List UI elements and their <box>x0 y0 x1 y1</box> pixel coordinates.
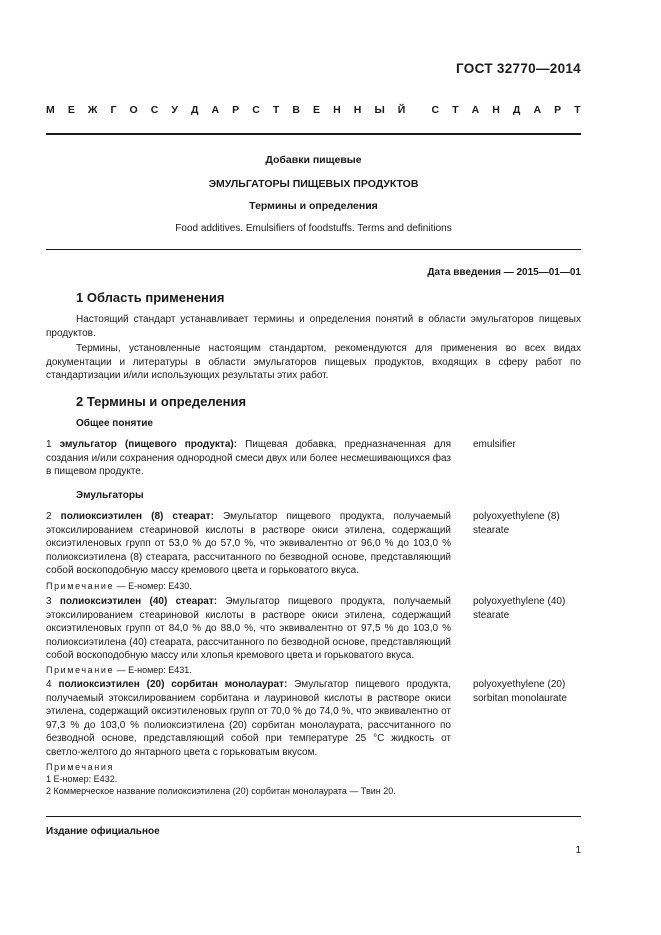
note-text: — Е-номер: Е430. <box>114 581 192 591</box>
term-number: 3 <box>46 596 52 607</box>
banner-letter: А <box>533 104 542 116</box>
term-definition: Эмульгатор пищевого продукта, получаемый этоксилированием сорбитана и лауриновой кислоты в растворе окиси этилена, содержащий оксиэтиленовых групп от 70,0 % до 74,0 %, что эквивалентно от 97,3 % до 103,0 % полиоксиэтилена (20) сорбитан монолаурата, рассчитанного по безводной основе, представляющий собой при температуре 25 °С жидкость от светло-желтого до янтарного цвета с горьковатым вкусом. <box>46 679 452 758</box>
banner-letter: Р <box>554 104 562 116</box>
term-english-4: polyoxyethylene (20) sorbitan monolaurate <box>473 679 567 704</box>
banner-letter: А <box>471 104 480 116</box>
note-label: Примечание <box>46 581 115 591</box>
term-entry-3 <box>46 595 451 663</box>
term-definition: Эмульгатор пищевого продукта, получаемый этоксилированием стеариновой кислоты в растворе окиси этилена, содержащий оксиэтиленовых групп от 84,0 % до 88,0 %, что эквивалентно от 97,5 % до 103,0 % полиоксиэтилена (40) стеарата, рассчитанного по безводной основе, представляющий собой воскоподобную массу или хлопья кремового цвета и горьковатого вкуса. <box>46 596 452 662</box>
term-number: 1 <box>46 439 52 450</box>
term-note-2 <box>46 580 586 592</box>
banner-letter: С <box>150 104 159 116</box>
banner-letter: Ж <box>87 104 98 116</box>
banner-letter: В <box>292 104 300 116</box>
term-entry-4 <box>46 678 451 760</box>
introduction-date: Дата введения — 2015—01—01 <box>427 267 581 278</box>
banner-letter: Н <box>353 104 362 116</box>
title-rule <box>46 249 581 250</box>
page-number: 1 <box>575 845 581 856</box>
term-english-3: polyoxyethylene (40) stearate <box>473 596 566 621</box>
banner-letter: Д <box>512 104 521 116</box>
subheading-emulsifiers: Эмульгаторы <box>76 490 144 501</box>
banner-letter: М <box>46 104 55 116</box>
term-number: 4 <box>46 679 52 690</box>
note-label: Примечание <box>46 665 115 675</box>
banner-letter: Т <box>272 104 280 116</box>
title-line-1: Добавки пищевые <box>265 154 362 166</box>
title-line-3: Термины и определения <box>249 200 378 212</box>
banner-letter: Д <box>190 104 199 116</box>
term-name: полиоксиэтилен (8) стеарат: <box>60 511 214 522</box>
section-1-paragraph-1: Настоящий стандарт устанавливает термины и определения понятий в области эмульгаторов пищевых продуктов. <box>46 314 581 339</box>
term-english-2: polyoxyethylene (8) stearate <box>473 511 560 536</box>
title-english: Food additives. Emulsifiers of foodstuffs. Terms and definitions <box>175 223 452 234</box>
section-2-heading: 2 Термины и определения <box>76 394 247 409</box>
footer-rule <box>46 816 581 817</box>
banner-letter: У <box>171 104 178 116</box>
term-note-3 <box>46 664 586 676</box>
note-text: — Е-номер: Е431. <box>114 665 192 675</box>
banner-letter: Т <box>574 104 581 116</box>
banner-letter: Е <box>313 104 321 116</box>
banner-letter: Н <box>492 104 500 116</box>
banner-letter: Ы <box>374 104 385 116</box>
title-line-2: ЭМУЛЬГАТОРЫ ПИЩЕВЫХ ПРОДУКТОВ <box>208 178 419 190</box>
banner-letter: С <box>252 104 260 116</box>
banner-letter: Н <box>333 104 341 116</box>
banner-letter: Р <box>232 104 240 116</box>
term-entry-2 <box>46 510 451 578</box>
header-rule <box>46 133 581 135</box>
term-name: эмульгатор (пищевого продукта): <box>59 439 238 450</box>
section-1-heading: 1 Область применения <box>76 290 225 305</box>
subheading-general: Общее понятие <box>76 418 153 429</box>
term-definition: Эмульгатор пищевого продукта, получаемый этоксилированием стеариновой кислоты в растворе окиси этилена, содержащий оксиэтиленовых групп от 53,0 % до 57,0 %, что эквивалентно от 96,0 % до 103,0 % полиоксиэтилена (8) стеарата, рассчитанного по безводной основе, представляющий собой воскоподобную массу кремового цвета и горьковатого вкуса. <box>46 511 452 577</box>
term-notes-label-4: Примечания <box>46 762 114 772</box>
banner-letter: Е <box>67 104 75 116</box>
banner-letter: Т <box>452 104 459 116</box>
term-note-4-2: 2 Коммерческое название полиоксиэтилена (20) сорбитан монолаурата — Твин 20. <box>46 786 396 796</box>
term-number: 2 <box>46 511 52 522</box>
banner-letter: С <box>431 104 440 116</box>
term-name: полиоксиэтилен (40) стеарат: <box>59 596 218 607</box>
term-english-1: emulsifier <box>473 439 516 450</box>
document-number: ГОСТ 32770—2014 <box>456 61 581 76</box>
banner-letter: Г <box>110 104 117 116</box>
banner-letter: О <box>129 104 138 116</box>
term-name: полиоксиэтилен (20) сорбитан монолаурат: <box>58 679 288 690</box>
banner-letter: А <box>211 104 220 116</box>
interstate-standard-banner <box>46 104 581 116</box>
banner-letter: Й <box>397 104 406 116</box>
term-definition: Пищевая добавка, предназначенная для создания и/или сохранения однородной смеси двух или более несмешивающихся фаз в пищевом продукте. <box>46 439 451 478</box>
term-entry-1 <box>46 438 451 479</box>
term-note-4-1: 1 Е-номер: Е432. <box>46 774 118 784</box>
section-1-paragraph-2: Термины, установленные настоящим стандартом, рекомендуются для применения во всех видах документации и литературы в области эмульгаторов пищевых продуктов, входящих в сферу работ по стандартизации и/или использующих результаты этих работ. <box>46 343 581 382</box>
official-edition: Издание официальное <box>46 826 160 837</box>
